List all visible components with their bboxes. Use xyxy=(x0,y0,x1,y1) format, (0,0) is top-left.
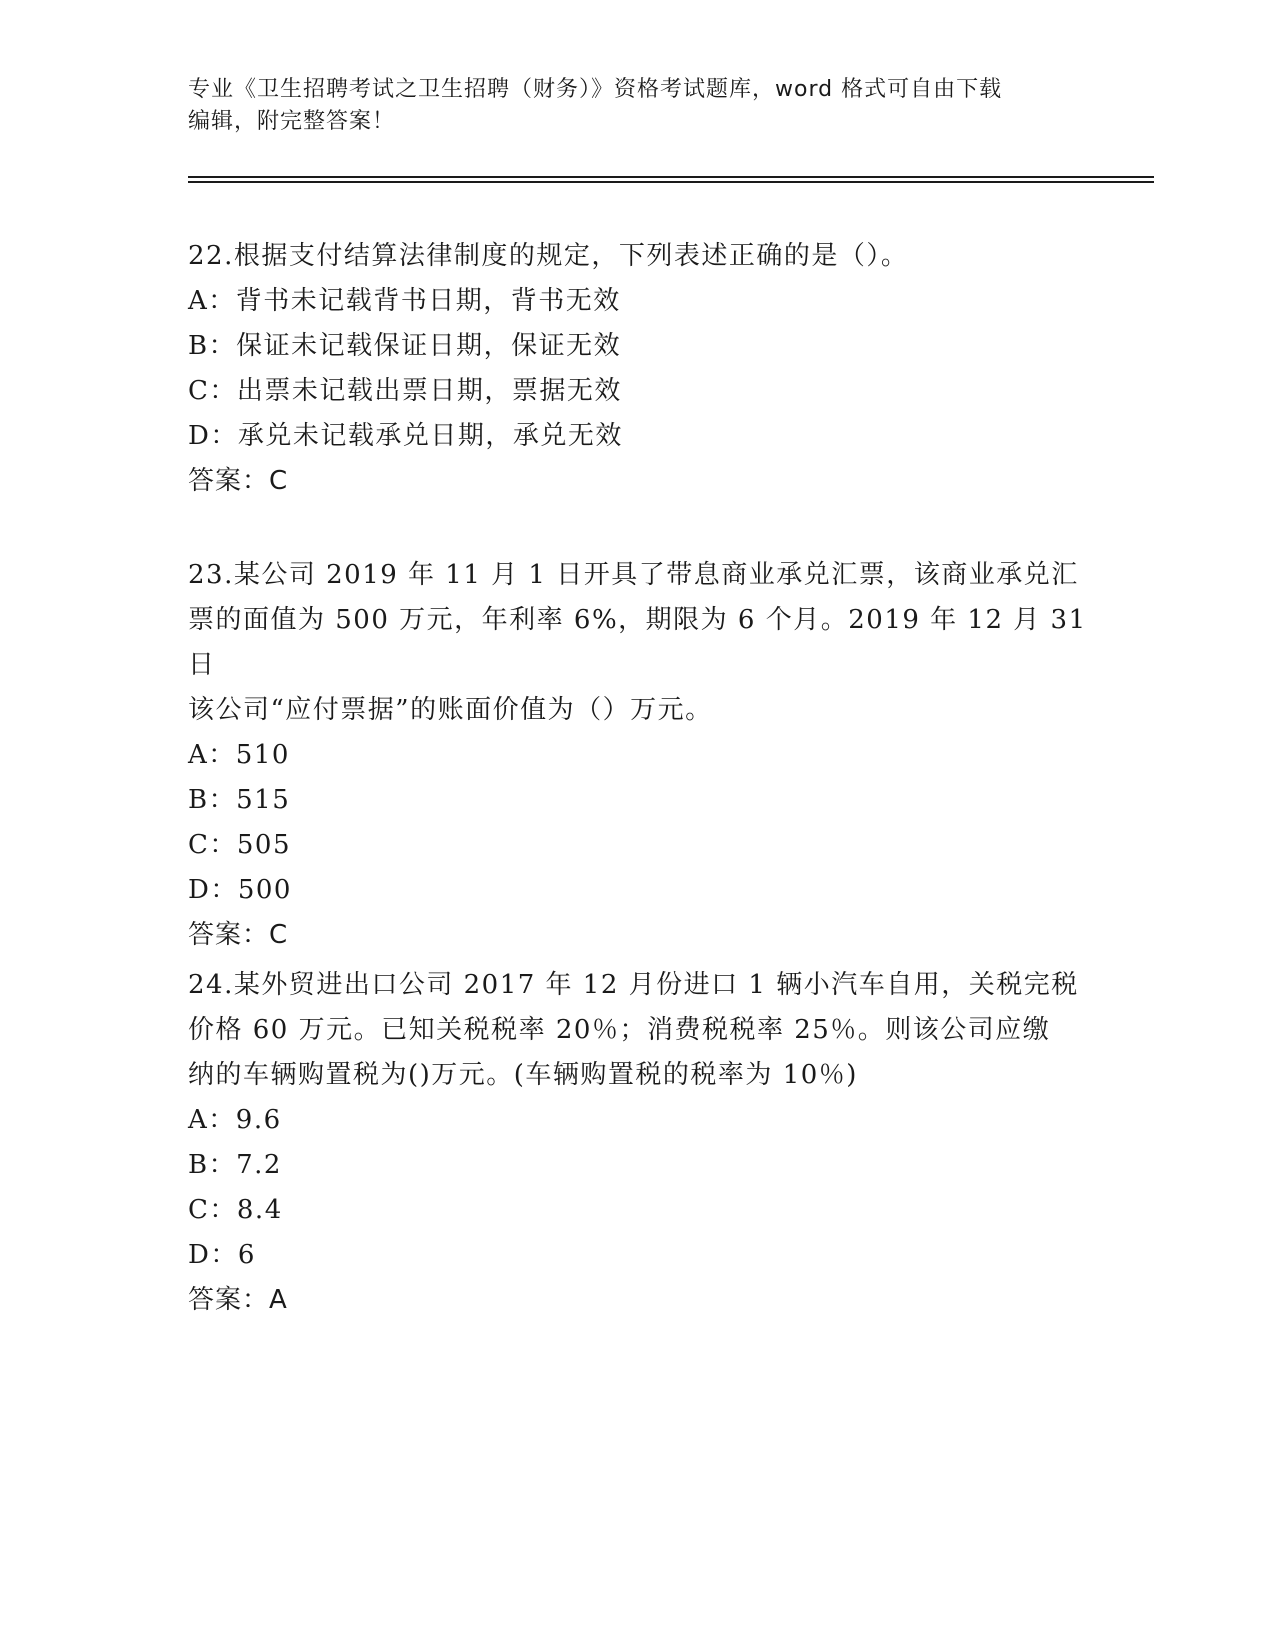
option-c: C：出票未记载出票日期，票据无效 xyxy=(188,376,622,406)
option-a: A：背书未记载背书日期，背书无效 xyxy=(188,286,621,316)
answer-label: 答案：C xyxy=(188,466,289,496)
option-b: B：保证未记载保证日期，保证无效 xyxy=(188,331,622,361)
answer-label: 答案：C xyxy=(188,920,289,950)
question-stem-line-3: 该公司“应付票据”的账面价值为（）万元。 xyxy=(188,695,713,725)
option-c: C：505 xyxy=(188,830,292,860)
question-24 xyxy=(188,963,1088,1323)
question-stem-line-1: 23.某公司 2019 年 11 月 1 日开具了带息商业承兑汇票，该商业承兑汇 xyxy=(188,560,1079,590)
header-divider-bottom xyxy=(188,181,1154,183)
option-d: D：500 xyxy=(188,875,292,905)
question-stem-line-2: 价格 60 万元。已知关税税率 20％；消费税税率 25％。则该公司应缴 xyxy=(188,1015,1051,1045)
question-23 xyxy=(188,553,1088,958)
question-stem-line-1: 24.某外贸进出口公司 2017 年 12 月份进口 1 辆小汽车自用，关税完税 xyxy=(188,970,1079,1000)
option-d: D：承兑未记载承兑日期，承兑无效 xyxy=(188,421,623,451)
option-a: A：510 xyxy=(188,740,290,770)
option-b: B：7.2 xyxy=(188,1150,282,1180)
answer-label: 答案：A xyxy=(188,1285,288,1315)
option-a: A：9.6 xyxy=(188,1105,282,1135)
header-divider-top xyxy=(188,176,1154,178)
header-line-1: 专业《卫生招聘考试之卫生招聘（财务）》资格考试题库，word 格式可自由下载 xyxy=(188,77,1003,102)
question-22 xyxy=(188,234,1088,504)
question-stem-line-2: 票的面值为 500 万元，年利率 6%，期限为 6 个月。2019 年 12 月 31 日 xyxy=(188,605,1087,680)
header-line-2: 编辑，附完整答案！ xyxy=(188,109,396,134)
option-b: B：515 xyxy=(188,785,291,815)
question-stem: 22.根据支付结算法律制度的规定，下列表述正确的是（）。 xyxy=(188,241,909,271)
question-stem-line-3: 纳的车辆购置税为()万元。(车辆购置税的税率为 10％) xyxy=(188,1060,858,1090)
option-c: C：8.4 xyxy=(188,1195,283,1225)
document-header xyxy=(188,74,1068,138)
option-d: D：6 xyxy=(188,1240,256,1270)
